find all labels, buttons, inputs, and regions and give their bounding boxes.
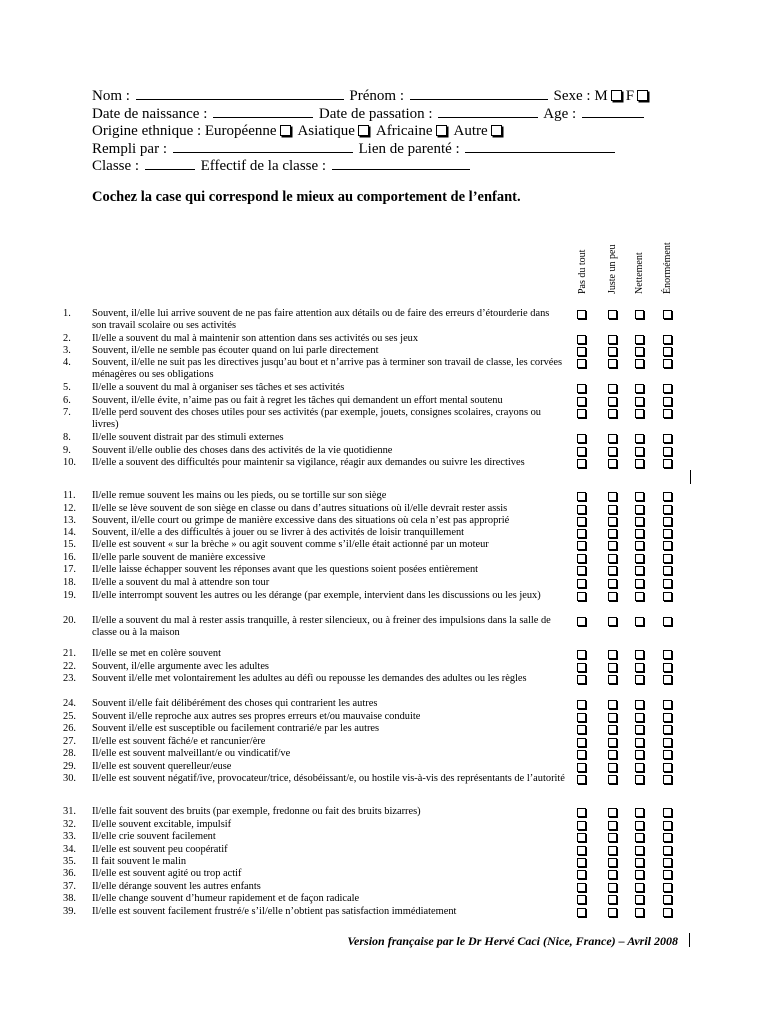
answer-checkbox-enormement[interactable] (663, 409, 672, 418)
answer-checkbox-pas-du-tout[interactable] (577, 347, 586, 356)
origine-asiatique: Asiatique (297, 123, 355, 139)
answer-checkbox-juste-un-peu[interactable] (608, 883, 617, 892)
answer-checkbox-enormement[interactable] (663, 384, 672, 393)
answer-checkbox-pas-du-tout[interactable] (577, 384, 586, 393)
question-number: 11. (63, 490, 76, 501)
question-text: Souvent, il/elle a des difficultés à jouer ou se livrer à des activités de loisir tranquillement (92, 527, 465, 538)
answer-checkbox-enormement[interactable] (663, 763, 672, 772)
parente-field[interactable] (465, 139, 615, 153)
question-number: 24. (63, 698, 76, 709)
answer-checkbox-enormement[interactable] (663, 359, 672, 368)
question-number: 18. (63, 577, 76, 588)
answer-checkbox-pas-du-tout[interactable] (577, 833, 586, 842)
question-number: 26. (63, 723, 76, 734)
answer-checkbox-juste-un-peu[interactable] (608, 384, 617, 393)
europeenne-checkbox[interactable] (280, 125, 291, 136)
parente-label: Lien de parenté : (358, 141, 460, 157)
question-text: Il/elle a souvent du mal à attendre son tour (92, 577, 270, 588)
answer-checkbox-pas-du-tout[interactable] (577, 541, 586, 550)
answer-checkbox-nettement[interactable] (635, 447, 644, 456)
answer-checkbox-juste-un-peu[interactable] (608, 700, 617, 709)
answer-checkbox-pas-du-tout[interactable] (577, 821, 586, 830)
question-number: 2. (63, 333, 71, 344)
answer-checkbox-juste-un-peu[interactable] (608, 459, 617, 468)
origine-autre: Autre (453, 123, 488, 139)
answer-checkbox-enormement[interactable] (663, 541, 672, 550)
answer-checkbox-juste-un-peu[interactable] (608, 566, 617, 575)
answer-checkbox-juste-un-peu[interactable] (608, 505, 617, 514)
question-number: 32. (63, 819, 76, 830)
answer-checkbox-nettement[interactable] (635, 883, 644, 892)
answer-checkbox-pas-du-tout[interactable] (577, 310, 586, 319)
answer-checkbox-nettement[interactable] (635, 384, 644, 393)
question-number: 6. (63, 395, 71, 406)
answer-checkbox-juste-un-peu[interactable] (608, 738, 617, 747)
answer-checkbox-enormement[interactable] (663, 700, 672, 709)
answer-checkbox-pas-du-tout[interactable] (577, 434, 586, 443)
answer-checkbox-nettement[interactable] (635, 617, 644, 626)
answer-checkbox-pas-du-tout[interactable] (577, 359, 586, 368)
answer-checkbox-nettement[interactable] (635, 554, 644, 563)
answer-checkbox-enormement[interactable] (663, 347, 672, 356)
answer-checkbox-enormement[interactable] (663, 505, 672, 514)
answer-checkbox-pas-du-tout[interactable] (577, 750, 586, 759)
question-text: Souvent il/elle oublie des choses dans des activités de la vie quotidienne (92, 445, 393, 456)
question-text: Il/elle souvent excitable, impulsif (92, 819, 232, 830)
answer-checkbox-nettement[interactable] (635, 310, 644, 319)
question-number: 12. (63, 503, 76, 514)
question-text: Il/elle laisse échapper souvent les réponses avant que les questions soient posées entièrement (92, 564, 479, 575)
answer-checkbox-enormement[interactable] (663, 870, 672, 879)
answer-checkbox-pas-du-tout[interactable] (577, 808, 586, 817)
question-number: 35. (63, 856, 76, 867)
answer-checkbox-enormement[interactable] (663, 592, 672, 601)
answer-checkbox-pas-du-tout[interactable] (577, 554, 586, 563)
margin-bar (690, 470, 691, 484)
answer-checkbox-juste-un-peu[interactable] (608, 447, 617, 456)
question-text: Souvent, il/elle ne suit pas les directives jusqu’au bout et n’arrive pas à terminer son travail de classe, les corvées ménagères ou ses obligations (92, 357, 563, 380)
question-text: Souvent il/elle est susceptible ou facilement contrarié/e par les autres (92, 723, 380, 734)
header-row-1 (92, 86, 652, 106)
answer-checkbox-juste-un-peu[interactable] (608, 617, 617, 626)
answer-checkbox-pas-du-tout[interactable] (577, 713, 586, 722)
answer-checkbox-pas-du-tout[interactable] (577, 675, 586, 684)
answer-checkbox-nettement[interactable] (635, 347, 644, 356)
answer-checkbox-juste-un-peu[interactable] (608, 397, 617, 406)
answer-checkbox-pas-du-tout[interactable] (577, 397, 586, 406)
question-text: Il/elle interrompt souvent les autres ou les dérange (par exemple, intervient dans les discussions ou les jeux) (92, 590, 541, 601)
answer-checkbox-enormement[interactable] (663, 579, 672, 588)
question-number: 27. (63, 736, 76, 747)
question-text: Il/elle est souvent facilement frustré/e s’il/elle n’obtient pas satisfaction immédiatement (92, 906, 457, 917)
answer-checkbox-nettement[interactable] (635, 763, 644, 772)
col-header-juste-un-peu: Juste un peu (607, 244, 618, 294)
answer-checkbox-nettement[interactable] (635, 738, 644, 747)
answer-checkbox-pas-du-tout[interactable] (577, 883, 586, 892)
answer-checkbox-nettement[interactable] (635, 700, 644, 709)
answer-checkbox-enormement[interactable] (663, 895, 672, 904)
col-header-enormement: Énormément (662, 242, 673, 294)
answer-checkbox-juste-un-peu[interactable] (608, 821, 617, 830)
answer-checkbox-enormement[interactable] (663, 750, 672, 759)
answer-checkbox-nettement[interactable] (635, 397, 644, 406)
question-text: Souvent, il/elle lui arrive souvent de ne pas faire attention aux détails ou de faire des erreurs d’étourderie dans son travail scolaire ou ses activités (92, 308, 550, 331)
asiatique-checkbox[interactable] (358, 125, 369, 136)
answer-checkbox-pas-du-tout[interactable] (577, 725, 586, 734)
answer-checkbox-nettement[interactable] (635, 908, 644, 917)
question-text: Il/elle se lève souvent de son siège en classe ou dans d’autres situations où il/elle devrait rester assis (92, 503, 508, 514)
answer-checkbox-pas-du-tout[interactable] (577, 617, 586, 626)
question-text: Il/elle fait souvent des bruits (par exemple, fredonne ou fait des bruits bizarres) (92, 806, 421, 817)
answer-checkbox-pas-du-tout[interactable] (577, 775, 586, 784)
question-text: Il/elle crie souvent facilement (92, 831, 216, 842)
answer-checkbox-enormement[interactable] (663, 713, 672, 722)
question-number: 5. (63, 382, 71, 393)
question-text: Il/elle perd souvent des choses utiles pour ses activités (par exemple, jouets, consignes scolaires, crayons ou livres) (92, 407, 541, 430)
answer-checkbox-nettement[interactable] (635, 713, 644, 722)
footer-credit: Version française par le Dr Hervé Caci (Nice, France) – Avril 2008 (347, 934, 678, 948)
question-number: 38. (63, 893, 76, 904)
answer-checkbox-pas-du-tout[interactable] (577, 650, 586, 659)
question-number: 3. (63, 345, 71, 356)
origine-africaine: Africaine (375, 123, 433, 139)
answer-checkbox-nettement[interactable] (635, 434, 644, 443)
answer-checkbox-pas-du-tout[interactable] (577, 908, 586, 917)
prenom-field[interactable] (410, 86, 548, 100)
answer-checkbox-juste-un-peu[interactable] (608, 310, 617, 319)
answer-checkbox-pas-du-tout[interactable] (577, 335, 586, 344)
age-field[interactable] (582, 104, 644, 118)
answer-checkbox-pas-du-tout[interactable] (577, 517, 586, 526)
answer-checkbox-enormement[interactable] (663, 310, 672, 319)
answer-checkbox-juste-un-peu[interactable] (608, 579, 617, 588)
answer-checkbox-enormement[interactable] (663, 492, 672, 501)
answer-checkbox-nettement[interactable] (635, 808, 644, 817)
question-text: Il/elle dérange souvent les autres enfants (92, 881, 261, 892)
answer-checkbox-enormement[interactable] (663, 529, 672, 538)
answer-checkbox-juste-un-peu[interactable] (608, 541, 617, 550)
question-number: 19. (63, 590, 76, 601)
instruction: Cochez la case qui correspond le mieux au comportement de l’enfant. (92, 189, 521, 205)
answer-checkbox-nettement[interactable] (635, 675, 644, 684)
answer-checkbox-pas-du-tout[interactable] (577, 505, 586, 514)
answer-checkbox-enormement[interactable] (663, 517, 672, 526)
answer-checkbox-juste-un-peu[interactable] (608, 775, 617, 784)
nom-label: Nom : (92, 88, 130, 104)
answer-checkbox-nettement[interactable] (635, 517, 644, 526)
answer-checkbox-enormement[interactable] (663, 908, 672, 917)
col-header-pas-du-tout: Pas du tout (577, 249, 588, 294)
question-text: Il/elle est souvent « sur la brèche » ou agit souvent comme s’il/elle était actionné par un moteur (92, 539, 489, 550)
question-text: Il/elle change souvent d’humeur rapidement et de façon radicale (92, 893, 360, 904)
sexe-f-checkbox[interactable] (637, 90, 648, 101)
answer-checkbox-enormement[interactable] (663, 775, 672, 784)
answer-checkbox-juste-un-peu[interactable] (608, 663, 617, 672)
question-text: Il/elle est souvent malveillant/e ou vindicatif/ve (92, 748, 291, 759)
question-text: Il/elle est souvent fâché/e et rancunier/ère (92, 736, 266, 747)
answer-checkbox-juste-un-peu[interactable] (608, 335, 617, 344)
answer-checkbox-nettement[interactable] (635, 775, 644, 784)
age-label: Age : (543, 106, 577, 122)
question-text: Souvent, il/elle évite, n’aime pas ou fait à regret les tâches qui demandent un effort mental soutenu (92, 395, 503, 406)
answer-checkbox-enormement[interactable] (663, 335, 672, 344)
answer-checkbox-nettement[interactable] (635, 579, 644, 588)
answer-checkbox-enormement[interactable] (663, 846, 672, 855)
answer-checkbox-juste-un-peu[interactable] (608, 725, 617, 734)
question-text: Souvent, il/elle court ou grimpe de manière excessive dans des situations où cela n’est pas approprié (92, 515, 510, 526)
question-number: 29. (63, 761, 76, 772)
question-text: Il/elle a souvent des difficultés pour maintenir sa vigilance, réagir aux demandes ou suivre les directives (92, 457, 525, 468)
answer-checkbox-enormement[interactable] (663, 447, 672, 456)
question-number: 7. (63, 407, 71, 418)
answer-checkbox-nettement[interactable] (635, 409, 644, 418)
answer-checkbox-pas-du-tout[interactable] (577, 895, 586, 904)
question-number: 9. (63, 445, 71, 456)
answer-checkbox-pas-du-tout[interactable] (577, 846, 586, 855)
answer-checkbox-nettement[interactable] (635, 846, 644, 855)
answer-checkbox-juste-un-peu[interactable] (608, 858, 617, 867)
question-text: Il/elle a souvent du mal à rester assis tranquille, à rester silencieux, ou à freiner des impulsions dans la salle de classe ou à la maison (92, 615, 551, 638)
answer-checkbox-pas-du-tout[interactable] (577, 870, 586, 879)
question-number: 16. (63, 552, 76, 563)
footer-bar (689, 933, 690, 947)
question-number: 21. (63, 648, 76, 659)
question-text: Il/elle a souvent du mal à organiser ses tâches et ses activités (92, 382, 345, 393)
question-text: Il/elle se met en colère souvent (92, 648, 221, 659)
answer-checkbox-nettement[interactable] (635, 750, 644, 759)
answer-checkbox-enormement[interactable] (663, 566, 672, 575)
answer-checkbox-pas-du-tout[interactable] (577, 579, 586, 588)
question-number: 36. (63, 868, 76, 879)
naissance-field[interactable] (213, 104, 313, 118)
passation-label: Date de passation : (318, 106, 433, 122)
answer-checkbox-nettement[interactable] (635, 821, 644, 830)
answer-checkbox-enormement[interactable] (663, 617, 672, 626)
answer-checkbox-nettement[interactable] (635, 650, 644, 659)
autre-checkbox[interactable] (491, 125, 502, 136)
answer-checkbox-juste-un-peu[interactable] (608, 529, 617, 538)
answer-checkbox-enormement[interactable] (663, 821, 672, 830)
answer-checkbox-enormement[interactable] (663, 725, 672, 734)
answer-checkbox-pas-du-tout[interactable] (577, 738, 586, 747)
answer-checkbox-juste-un-peu[interactable] (608, 675, 617, 684)
question-number: 28. (63, 748, 76, 759)
answer-checkbox-juste-un-peu[interactable] (608, 359, 617, 368)
sexe-f-label: F (625, 88, 635, 104)
question-number: 1. (63, 308, 71, 319)
answer-checkbox-enormement[interactable] (663, 663, 672, 672)
effectif-label: Effectif de la classe : (200, 158, 327, 174)
question-text: Il/elle est souvent agité ou trop actif (92, 868, 242, 879)
question-text: Il/elle a souvent du mal à maintenir son attention dans ses activités ou ses jeux (92, 333, 419, 344)
question-text: Il/elle est souvent peu coopératif (92, 844, 228, 855)
answer-checkbox-juste-un-peu[interactable] (608, 492, 617, 501)
question-number: 31. (63, 806, 76, 817)
answer-checkbox-nettement[interactable] (635, 870, 644, 879)
answer-checkbox-juste-un-peu[interactable] (608, 592, 617, 601)
africaine-checkbox[interactable] (436, 125, 447, 136)
answer-checkbox-pas-du-tout[interactable] (577, 492, 586, 501)
answer-checkbox-juste-un-peu[interactable] (608, 554, 617, 563)
answer-checkbox-nettement[interactable] (635, 566, 644, 575)
question-number: 39. (63, 906, 76, 917)
answer-checkbox-juste-un-peu[interactable] (608, 833, 617, 842)
answer-checkbox-pas-du-tout[interactable] (577, 592, 586, 601)
answer-checkbox-pas-du-tout[interactable] (577, 858, 586, 867)
classe-field[interactable] (145, 156, 195, 170)
answer-checkbox-enormement[interactable] (663, 738, 672, 747)
answer-checkbox-pas-du-tout[interactable] (577, 566, 586, 575)
answer-checkbox-juste-un-peu[interactable] (608, 750, 617, 759)
answer-checkbox-juste-un-peu[interactable] (608, 650, 617, 659)
answer-checkbox-juste-un-peu[interactable] (608, 347, 617, 356)
header-row-5 (92, 156, 472, 176)
answer-checkbox-nettement[interactable] (635, 833, 644, 842)
answer-checkbox-enormement[interactable] (663, 650, 672, 659)
naissance-label: Date de naissance : (92, 106, 208, 122)
question-number: 34. (63, 844, 76, 855)
answer-checkbox-juste-un-peu[interactable] (608, 763, 617, 772)
answer-checkbox-juste-un-peu[interactable] (608, 908, 617, 917)
passation-field[interactable] (438, 104, 538, 118)
header-row-2 (92, 104, 646, 124)
answer-checkbox-enormement[interactable] (663, 858, 672, 867)
answer-checkbox-enormement[interactable] (663, 883, 672, 892)
question-number: 22. (63, 661, 76, 672)
question-text: Souvent, il/elle ne semble pas écouter quand on lui parle directement (92, 345, 379, 356)
origine-label: Origine ethnique : (92, 123, 202, 139)
origine-europeenne: Européenne (204, 123, 277, 139)
question-text: Il/elle est souvent négatif/ive, provocateur/trice, désobéissant/e, ou hostile vis-à-vis des représentants de l’autorité (92, 773, 565, 784)
question-text: Souvent il/elle reproche aux autres ses propres erreurs et/ou mauvaise conduite (92, 711, 421, 722)
answer-checkbox-pas-du-tout[interactable] (577, 663, 586, 672)
rempli-field[interactable] (173, 139, 353, 153)
question-text: Souvent il/elle met volontairement les adultes au défi ou repousse les demandes des adultes ou les règles (92, 673, 527, 684)
question-number: 25. (63, 711, 76, 722)
answer-checkbox-pas-du-tout[interactable] (577, 529, 586, 538)
answer-checkbox-pas-du-tout[interactable] (577, 700, 586, 709)
question-text: Souvent, il/elle argumente avec les adultes (92, 661, 269, 672)
question-number: 10. (63, 457, 76, 468)
answer-checkbox-nettement[interactable] (635, 858, 644, 867)
answer-checkbox-enormement[interactable] (663, 833, 672, 842)
answer-checkbox-enormement[interactable] (663, 808, 672, 817)
question-number: 33. (63, 831, 76, 842)
answer-checkbox-nettement[interactable] (635, 725, 644, 734)
answer-checkbox-juste-un-peu[interactable] (608, 846, 617, 855)
answer-checkbox-juste-un-peu[interactable] (608, 870, 617, 879)
answer-checkbox-pas-du-tout[interactable] (577, 459, 586, 468)
answer-checkbox-enormement[interactable] (663, 675, 672, 684)
question-text: Il fait souvent le malin (92, 856, 187, 867)
answer-checkbox-pas-du-tout[interactable] (577, 763, 586, 772)
answer-checkbox-juste-un-peu[interactable] (608, 713, 617, 722)
question-number: 17. (63, 564, 76, 575)
answer-checkbox-nettement[interactable] (635, 541, 644, 550)
rempli-label: Rempli par : (92, 141, 167, 157)
prenom-label: Prénom : (349, 88, 405, 104)
answer-checkbox-nettement[interactable] (635, 492, 644, 501)
answer-checkbox-nettement[interactable] (635, 505, 644, 514)
answer-checkbox-nettement[interactable] (635, 529, 644, 538)
col-header-nettement: Nettement (634, 252, 645, 294)
answer-checkbox-nettement[interactable] (635, 895, 644, 904)
question-text: Il/elle souvent distrait par des stimuli externes (92, 432, 284, 443)
question-text: Il/elle est souvent querelleur/euse (92, 761, 232, 772)
question-number: 8. (63, 432, 71, 443)
answer-checkbox-nettement[interactable] (635, 592, 644, 601)
answer-checkbox-pas-du-tout[interactable] (577, 447, 586, 456)
answer-checkbox-nettement[interactable] (635, 359, 644, 368)
question-number: 37. (63, 881, 76, 892)
question-number: 14. (63, 527, 76, 538)
answer-checkbox-enormement[interactable] (663, 434, 672, 443)
classe-label: Classe : (92, 158, 140, 174)
answer-checkbox-nettement[interactable] (635, 335, 644, 344)
question-number: 20. (63, 615, 76, 626)
question-text: Souvent il/elle fait délibérément des choses qui contrarient les autres (92, 698, 378, 709)
sexe-label: Sexe : M (553, 88, 608, 104)
nom-field[interactable] (136, 86, 344, 100)
answer-checkbox-nettement[interactable] (635, 459, 644, 468)
question-text: Il/elle parle souvent de manière excessive (92, 552, 266, 563)
question-number: 13. (63, 515, 76, 526)
answer-checkbox-enormement[interactable] (663, 554, 672, 563)
answer-checkbox-juste-un-peu[interactable] (608, 434, 617, 443)
answer-checkbox-enormement[interactable] (663, 459, 672, 468)
answer-checkbox-nettement[interactable] (635, 663, 644, 672)
answer-checkbox-pas-du-tout[interactable] (577, 409, 586, 418)
answer-checkbox-juste-un-peu[interactable] (608, 517, 617, 526)
question-text: Il/elle remue souvent les mains ou les pieds, ou se tortille sur son siège (92, 490, 387, 501)
answer-checkbox-juste-un-peu[interactable] (608, 808, 617, 817)
answer-checkbox-juste-un-peu[interactable] (608, 409, 617, 418)
question-number: 30. (63, 773, 76, 784)
question-number: 4. (63, 357, 71, 368)
question-number: 15. (63, 539, 76, 550)
question-number: 23. (63, 673, 76, 684)
answer-checkbox-juste-un-peu[interactable] (608, 895, 617, 904)
answer-checkbox-enormement[interactable] (663, 397, 672, 406)
sexe-m-checkbox[interactable] (611, 90, 622, 101)
effectif-field[interactable] (332, 156, 470, 170)
